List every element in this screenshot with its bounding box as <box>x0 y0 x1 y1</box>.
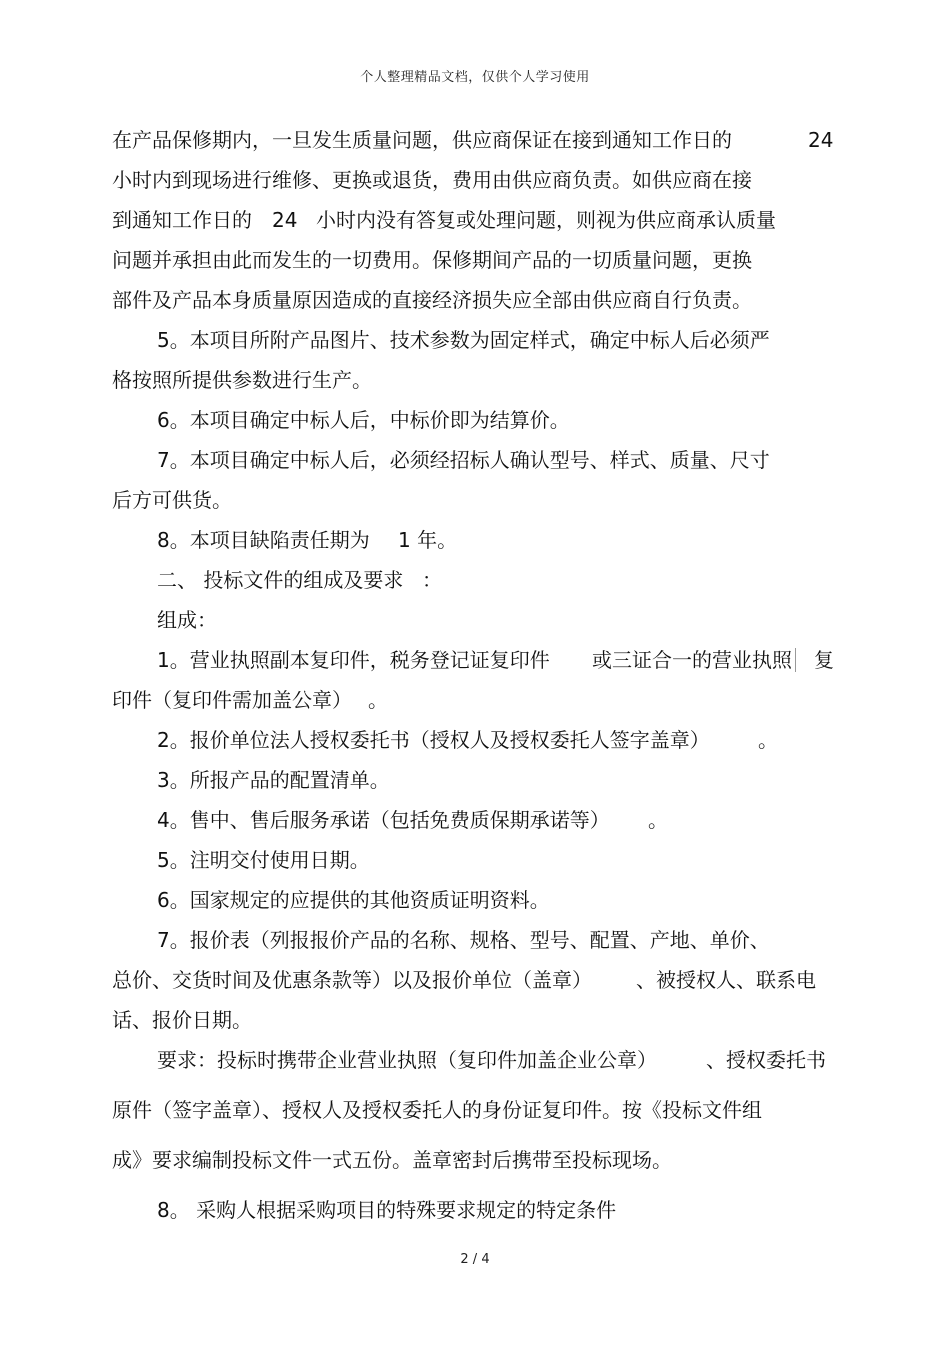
comp-item-2: 2。报价单位法人授权委托书（授权人及授权委托人签字盖章） <box>157 728 710 752</box>
page-number: 2 / 4 <box>460 1252 490 1267</box>
comp-item-5: 5。注明交付使用日期。 <box>157 848 370 872</box>
comp-item-6: 6。国家规定的应提供的其他资质证明资料。 <box>157 888 550 912</box>
text-number: 24 <box>808 128 834 152</box>
text-line: 。 <box>648 808 668 832</box>
text-line: 总价、交货时间及优惠条款等）以及报价单位（盖章） <box>112 968 592 992</box>
text-line: 成》要求编制投标文件一式五份。盖章密封后携带至投标现场。 <box>112 1148 672 1172</box>
composition-label: 组成： <box>157 608 217 632</box>
comp-item-1: 1。营业执照副本复印件，税务登记证复印件 <box>157 648 550 672</box>
text-line: 问题并承担由此而发生的一切费用。保修期间产品的一切质量问题，更换 <box>112 248 752 272</box>
text-line: 、授权委托书 <box>706 1048 826 1072</box>
text-line: 1 年。 <box>398 528 458 552</box>
comp-item-3: 3。所报产品的配置清单。 <box>157 768 390 792</box>
comp-item-7: 7。报价表（列报报价产品的名称、规格、型号、配置、产地、单价、 <box>157 928 770 952</box>
item-5: 5。本项目所附产品图片、技术参数为固定样式，确定中标人后必须严 <box>157 328 770 352</box>
text-line: 格按照所提供参数进行生产。 <box>112 368 372 392</box>
text-line: 在产品保修期内，一旦发生质量问题，供应商保证在接到通知工作日的 <box>112 128 732 152</box>
item-7: 7。本项目确定中标人后，必须经招标人确认型号、样式、质量、尺寸 <box>157 448 770 472</box>
text-line: 复 <box>814 648 834 672</box>
text-line: 话、报价日期。 <box>112 1008 252 1032</box>
text-line: 到通知工作日的 <box>112 208 252 232</box>
final-item-8: 8。 采购人根据采购项目的特殊要求规定的特定条件 <box>157 1198 617 1222</box>
page-header: 个人整理精品文档，仅供个人学习使用 <box>360 70 590 85</box>
section-heading: 二、 投标文件的组成及要求 <box>157 568 404 592</box>
text-line: 小时内没有答复或处理问题，则视为供应商承认质量 <box>316 208 776 232</box>
text-line: 、被授权人、联系电 <box>636 968 816 992</box>
text-line: 原件（签字盖章）、授权人及授权委托人的身份证复印件。按《投标文件组 <box>112 1098 762 1122</box>
text-number: 24 <box>272 208 298 232</box>
text-line: 印件（复印件需加盖公章） <box>112 688 352 712</box>
text-line: 小时内到现场进行维修、更换或退货，费用由供应商负责。如供应商在接 <box>112 168 752 192</box>
text-line: 。 <box>368 688 388 712</box>
comp-item-4: 4。售中、售后服务承诺（包括免费质保期承诺等） <box>157 808 610 832</box>
text-line: 后方可供货。 <box>112 488 232 512</box>
text-line: 或三证合一的营业执照 <box>592 648 796 672</box>
item-8: 8。本项目缺陷责任期为 <box>157 528 370 552</box>
requirements: 要求：投标时携带企业营业执照（复印件加盖企业公章） <box>157 1048 657 1072</box>
text-line: 。 <box>758 728 778 752</box>
item-6: 6。本项目确定中标人后，中标价即为结算价。 <box>157 408 570 432</box>
text-line: ： <box>422 568 442 592</box>
text-line: 部件及产品本身质量原因造成的直接经济损失应全部由供应商自行负责。 <box>112 288 752 312</box>
